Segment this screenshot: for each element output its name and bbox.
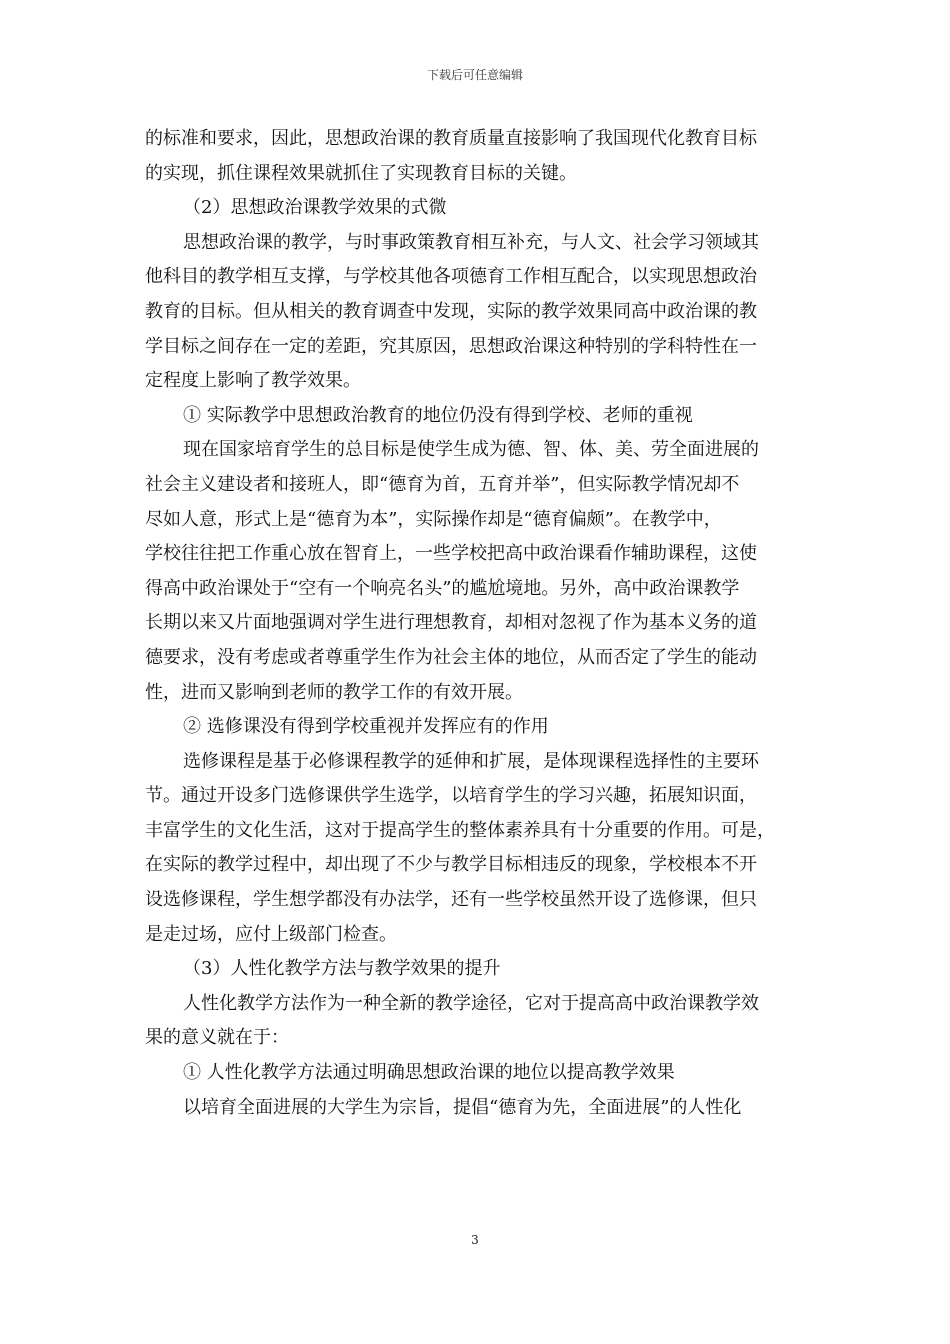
- text-line: 在实际的教学过程中，却出现了不少与教学目标相违反的现象，学校根本不开: [145, 854, 757, 876]
- body-text: [145, 122, 807, 1125]
- text-line: ① 人性化教学方法通过明确思想政治课的地位以提高教学效果: [183, 1062, 675, 1084]
- text-line: 社会主义建设者和接班人，即“德育为首，五育并举”，但实际教学情况却不: [145, 473, 740, 495]
- text-line: ① 实际教学中思想政治教育的地位仍没有得到学校、老师的重视: [183, 404, 693, 426]
- text-line: 人性化教学方法作为一种全新的教学途径，它对于提高高中政治课教学效: [183, 992, 759, 1014]
- text-line: 尽如人意，形式上是“德育为本”，实际操作却是“德育偏颇”。在教学中，: [145, 508, 722, 530]
- text-line: 定程度上影响了教学效果。: [145, 370, 361, 392]
- text-line: 现在国家培育学生的总目标是使学生成为德、智、体、美、劳全面进展的: [183, 439, 759, 461]
- text-line: （2）思想政治课教学效果的式微: [183, 197, 447, 219]
- text-line: 以培育全面进展的大学生为宗旨，提倡“德育为先，全面进展”的人性化: [183, 1096, 742, 1118]
- text-line: 思想政治课的教学，与时事政策教育相互补充，与人文、社会学习领域其: [183, 231, 759, 253]
- text-line: 丰富学生的文化生活，这对于提高学生的整体素养具有十分重要的作用。可是，: [145, 819, 775, 841]
- text-line: 性，进而又影响到老师的教学工作的有效开展。: [145, 681, 523, 703]
- page-number: 3: [471, 1233, 479, 1247]
- text-line: 他科目的教学相互支撑，与学校其他各项德育工作相互配合，以实现思想政治: [145, 266, 757, 288]
- text-line: 学校往往把工作重心放在智育上，一些学校把高中政治课看作辅助课程，这使: [145, 543, 757, 565]
- text-line: 学目标之间存在一定的差距，究其原因，思想政治课这种特别的学科特性在一: [145, 335, 757, 357]
- text-line: 选修课程是基于必修课程教学的延伸和扩展，是体现课程选择性的主要环: [183, 750, 759, 772]
- text-line: 德要求，没有考虑或者尊重学生作为社会主体的地位，从而否定了学生的能动: [145, 646, 757, 668]
- text-line: （3）人性化教学方法与教学效果的提升: [183, 958, 501, 980]
- text-line: 节。通过开设多门选修课供学生选学，以培育学生的学习兴趣，拓展知识面，: [145, 785, 757, 807]
- text-line: 教育的目标。但从相关的教育调查中发现，实际的教学效果同高中政治课的教: [145, 300, 757, 322]
- text-line: 果的意义就在于：: [145, 1027, 289, 1049]
- text-line: 设选修课程，学生想学都没有办法学，还有一些学校虽然开设了选修课，但只: [145, 889, 757, 911]
- text-line: 是走过场，应付上级部门检查。: [145, 923, 397, 945]
- text-line: 长期以来又片面地强调对学生进行理想教育，却相对忽视了作为基本义务的道: [145, 612, 757, 634]
- text-line: 得高中政治课处于“空有一个响亮名头”的尴尬境地。另外，高中政治课教学: [145, 577, 740, 599]
- text-line: ② 选修课没有得到学校重视并发挥应有的作用: [183, 716, 549, 738]
- page-header: 下载后可任意编辑: [426, 68, 523, 82]
- text-line: 的标准和要求，因此，思想政治课的教育质量直接影响了我国现代化教育目标: [145, 128, 757, 149]
- text-line: 的实现，抓住课程效果就抓住了实现教育目标的关键。: [145, 162, 577, 184]
